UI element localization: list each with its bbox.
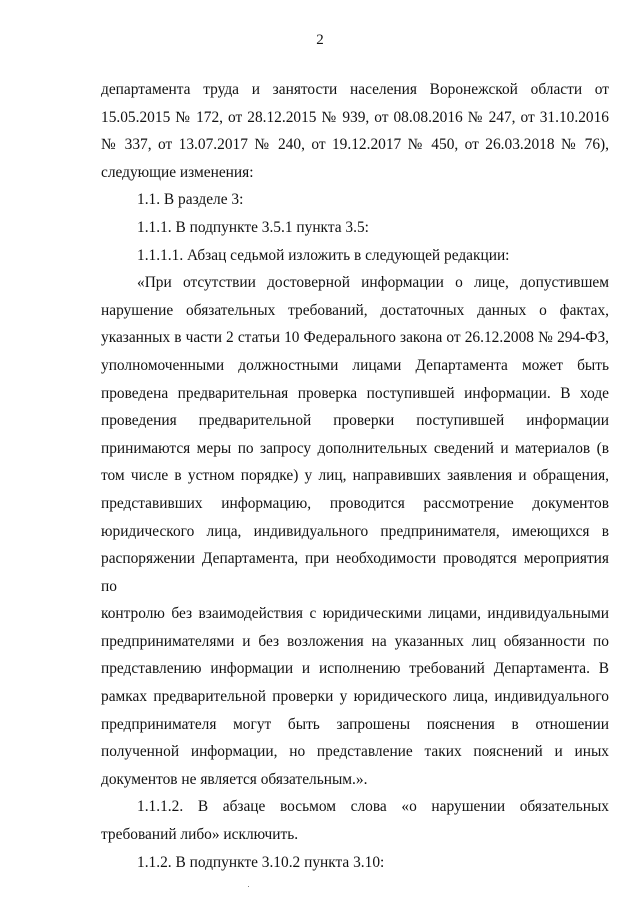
quote-line: представлению информации и исполнению требований Департамента. В: [101, 660, 609, 678]
document-body: [101, 76, 609, 876]
text-line: 15.05.2015 № 172, от 28.12.2015 № 939, от 08.08.2016 № 247, от 31.10.2016: [101, 108, 609, 126]
quote-line: предпринимателя могут быть запрошены пояснения в отношении: [101, 715, 609, 733]
quote-line: полученной информации, но представление таких пояснений и иных: [101, 743, 609, 761]
page-number: 2: [316, 32, 324, 48]
quote-line: указанных в части 2 статьи 10 Федерального закона от 26.12.2008 № 294-ФЗ,: [101, 329, 609, 347]
quote-line: том числе в устном порядке) у лиц, направивших заявления и обращения,: [101, 467, 609, 485]
text-line: № 337, от 13.07.2017 № 240, от 19.12.2017 № 450, от 26.03.2018 № 76),: [101, 136, 609, 154]
scan-speck: [248, 886, 249, 887]
clause-text: 1.1.1.2. В абзаце восьмом слова «о нарушении обязательных: [137, 798, 609, 816]
quote-line: представивших информацию, проводится рассмотрение документов: [101, 494, 609, 512]
text-line: следующие изменения:: [101, 163, 254, 181]
quote-line: принимаются меры по запросу дополнительных сведений и материалов (в: [101, 439, 609, 457]
subsection-heading: 1.1.2. В подпункте 3.10.2 пункта 3.10:: [137, 853, 385, 871]
quote-line: проведена предварительная проверка поступившей информации. В ходе: [101, 384, 609, 402]
quote-line: нарушение обязательных требований, достаточных данных о фактах,: [101, 301, 609, 319]
quote-line: «При отсутствии достоверной информации о лице, допустившем: [137, 274, 609, 292]
clause-heading: 1.1.1.1. Абзац седьмой изложить в следующей редакции:: [137, 246, 510, 264]
quote-line: контролю без взаимодействия с юридическими лицами, индивидуальными: [101, 605, 609, 623]
quote-line: документов не является обязательным.».: [101, 770, 368, 788]
text-line: департамента труда и занятости населения Воронежской области от: [101, 81, 609, 98]
quote-line: распоряжении Департамента, при необходимости проводятся мероприятия по: [101, 550, 609, 595]
quote-line: уполномоченными должностными лицами Департамента может быть: [101, 356, 609, 374]
section-heading: 1.1. В разделе 3:: [137, 191, 244, 209]
clause-text: требований либо» исключить.: [101, 826, 299, 844]
quote-line: рамках предварительной проверки у юридического лица, индивидуального: [101, 688, 609, 706]
quote-line: предпринимателями и без возложения на указанных лиц обязанности по: [101, 632, 609, 650]
subsection-heading: 1.1.1. В подпункте 3.5.1 пункта 3.5:: [137, 218, 369, 236]
quote-line: юридического лица, индивидуального предпринимателя, имеющихся в: [101, 522, 609, 540]
quote-line: проведения предварительной проверки поступившей информации: [101, 412, 609, 430]
